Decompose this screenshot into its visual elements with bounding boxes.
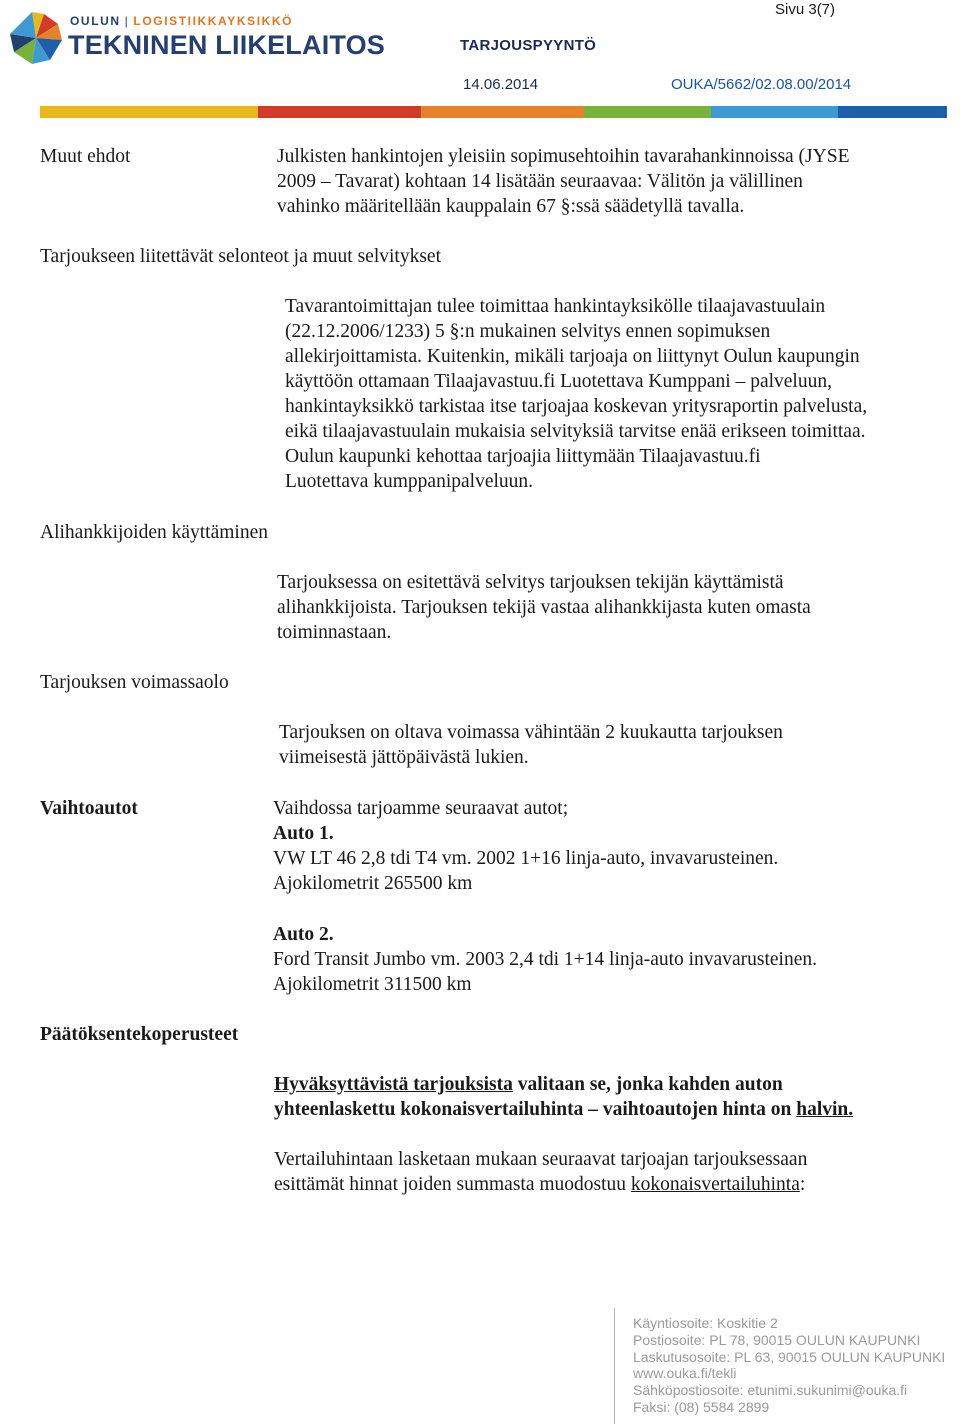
organization-subtitle: OULUN | LOGISTIIKKAYKSIKKÖ — [70, 14, 294, 28]
text-line: käyttöön ottamaan Tilaajavastuu.fi Luotettava Kumppani – palveluun, — [285, 371, 832, 392]
text-line: Vertailuhintaan lasketaan mukaan seuraavat tarjoajan tarjouksessaan — [274, 1149, 808, 1170]
stripe-segment-orange — [421, 106, 584, 118]
stripe-segment-yellow — [40, 106, 258, 118]
section-label-alihankkijat: Alihankkijoiden käyttäminen — [40, 522, 268, 543]
organization-logo-icon — [6, 8, 66, 68]
text-line: Julkisten hankintojen yleisiin sopimusehtoihin tavarahankinnoissa (JYSE — [277, 146, 850, 167]
paragraph-muut-ehdot — [277, 144, 849, 219]
paragraph-paatos-1 — [274, 1072, 853, 1122]
text-line: viimeisestä jättöpäivästä lukien. — [279, 747, 529, 768]
section-label-paatoksentekoperusteet: Päätöksentekoperusteet — [40, 1024, 239, 1045]
text-line: Luotettava kumppanipalveluun. — [285, 471, 534, 492]
text-run: yhteenlaskettu kokonaisvertailuhinta – vaihtoautojen hinta on — [274, 1099, 797, 1120]
header-color-stripe — [40, 106, 947, 118]
footer-website: www.ouka.fi/tekli — [633, 1365, 737, 1382]
auto-1-title: Auto 1. — [273, 823, 334, 844]
underlined-text: Hyväksyttävistä tarjouksista — [274, 1074, 513, 1095]
text-line — [274, 1172, 807, 1197]
section-label-vaihtoautot: Vaihtoautot — [40, 798, 138, 819]
stripe-segment-green — [584, 106, 711, 118]
text-line: Tarjouksessa on esitettävä selvitys tarjouksen tekijän käyttämistä — [277, 572, 784, 593]
text-line: eikä tilaajavastuulain mukaisia selvityksiä tarvitse enää erikseen toimittaa. — [285, 421, 866, 442]
text-line: hankintayksikkö tarkistaa itse tarjoajaa koskevan yritysraportin palvelusta, — [285, 396, 868, 417]
auto-1-mileage: Ajokilometrit 265500 km — [273, 873, 473, 894]
underlined-text: halvin. — [796, 1099, 854, 1120]
section-label-muut-ehdot: Muut ehdot — [40, 146, 131, 167]
organization-unit: LOGISTIIKKAYKSIKKÖ — [133, 14, 294, 28]
text-line: 2009 – Tavarat) kohtaan 14 lisätään seuraavaa: Välitön ja välillinen — [277, 171, 803, 192]
text-line: allekirjoittamista. Kuitenkin, mikäli tarjoaja on liittynyt Oulun kaupungin — [285, 346, 860, 367]
text-line: Tavarantoimittajan tulee toimittaa hankintayksikölle tilaajavastuulain — [285, 296, 826, 317]
paragraph-paatos-2 — [274, 1147, 807, 1197]
text-run: valitaan se, jonka kahden auton — [512, 1074, 783, 1095]
text-line — [274, 1097, 853, 1122]
auto-2-title: Auto 2. — [273, 924, 334, 945]
page-number: Sivu 3(7) — [775, 1, 836, 18]
paragraph-voimassaolo — [279, 720, 783, 770]
text-line: toiminnastaan. — [277, 622, 392, 643]
footer-billing-address: Laskutusosoite: PL 63, 90015 OULUN KAUPUNKI — [633, 1348, 946, 1365]
auto-2-mileage: Ajokilometrit 311500 km — [273, 974, 472, 995]
footer-visiting-address: Käyntiosoite: Koskitie 2 — [633, 1315, 778, 1331]
organization-city: OULUN — [70, 14, 121, 28]
footer-postal-address: Postiosoite: PL 78, 90015 OULUN KAUPUNKI — [633, 1331, 921, 1348]
footer-contact-info — [633, 1315, 945, 1416]
auto-1-description: VW LT 46 2,8 tdi T4 vm. 2002 1+16 linja-auto, invavarusteinen. — [273, 848, 779, 869]
underlined-text: kokonaisvertailuhinta — [630, 1174, 800, 1195]
text-run: : — [799, 1174, 806, 1195]
text-line: alihankkijoista. Tarjouksen tekijä vastaa alihankkijasta kuten omasta — [277, 597, 811, 618]
auto-2-description: Ford Transit Jumbo vm. 2003 2,4 tdi 1+14 linja-auto invavarusteinen. — [273, 949, 817, 970]
stripe-segment-blue — [838, 106, 947, 118]
text-line: Oulun kaupunki kehottaa tarjoajia liittymään Tilaajavastuu.fi — [285, 446, 761, 467]
footer-fax: Faksi: (08) 5584 2899 — [633, 1398, 770, 1415]
document-type: TARJOUSPYYNTÖ — [460, 37, 597, 54]
text-line: Vaihdossa tarjoamme seuraavat autot; — [273, 798, 569, 819]
footer-divider — [614, 1308, 615, 1424]
stripe-segment-lightblue — [711, 106, 838, 118]
footer-email: Sähköpostiosoite: etunimi.sukunimi@ouka.fi — [633, 1382, 908, 1399]
organization-name: TEKNINEN LIIKELAITOS — [68, 30, 386, 60]
text-line — [274, 1072, 853, 1097]
text-line: vahinko määritellään kauppalain 67 §:ssä säädetyllä tavalla. — [277, 196, 745, 217]
paragraph-vaihtoautot — [273, 796, 778, 896]
paragraph-vaihtoautot-auto2 — [273, 922, 817, 997]
paragraph-liitettavat — [285, 294, 867, 494]
section-label-liitettavat: Tarjoukseen liitettävät selonteot ja muut selvitykset — [40, 246, 441, 267]
text-line: (22.12.2006/1233) 5 §:n mukainen selvitys ennen sopimuksen — [285, 321, 771, 342]
document-reference: OUKA/5662/02.08.00/2014 — [671, 76, 852, 93]
paragraph-alihankkijat — [277, 570, 811, 645]
section-label-voimassaolo: Tarjouksen voimassaolo — [40, 672, 229, 693]
stripe-segment-red — [258, 106, 421, 118]
text-line: Tarjouksen on oltava voimassa vähintään 2 kuukautta tarjouksen — [279, 722, 783, 743]
document-date: 14.06.2014 — [463, 76, 539, 93]
text-run: esittämät hinnat joiden summasta muodostuu — [274, 1174, 631, 1195]
